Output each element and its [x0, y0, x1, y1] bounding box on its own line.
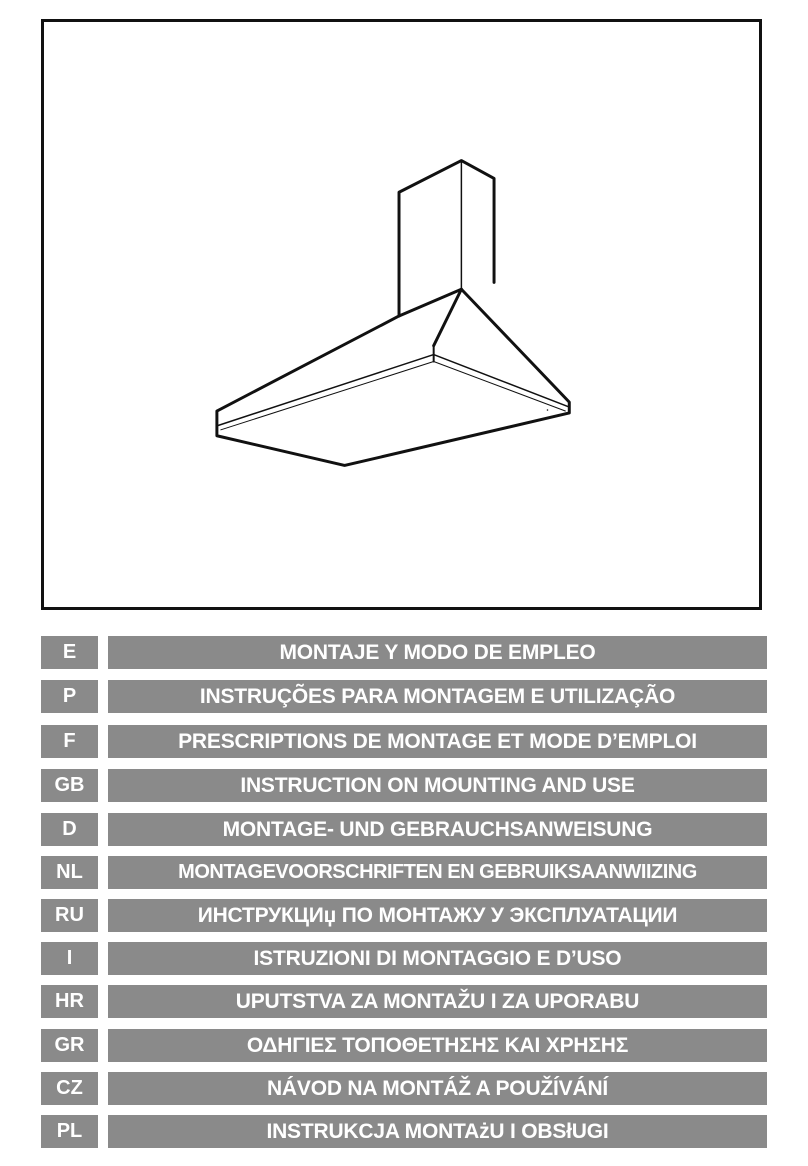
language-code: E	[41, 636, 98, 669]
language-title: ΟΔΗΓΙΕΣ ΤΟΠΟΘΕΤΗΣΗΣ ΚΑΙ ΧΡΗΣΗΣ	[108, 1029, 767, 1062]
language-title: MONTAGEVOORSCHRIFTEN EN GEBRUIKSAANWIIZING	[108, 856, 767, 889]
language-title: INSTRUÇÕES PARA MONTAGEM E UTILIZAÇÃO	[108, 680, 767, 713]
language-title: ISTRUZIONI DI MONTAGGIO E D’USO	[108, 942, 767, 975]
language-code: HR	[41, 985, 98, 1018]
language-title: INSTRUKCJA MONTAżU I OBSłUGI	[108, 1115, 767, 1148]
language-title: MONTAJE Y MODO DE EMPLEO	[108, 636, 767, 669]
language-title: UPUTSTVA ZA MONTAŽU I ZA UPORABU	[108, 985, 767, 1018]
language-code: D	[41, 813, 98, 846]
language-title: PRESCRIPTIONS DE MONTAGE ET MODE D’EMPLOI	[108, 725, 767, 758]
language-code: F	[41, 725, 98, 758]
language-code: CZ	[41, 1072, 98, 1105]
language-row-pl	[41, 1115, 767, 1148]
language-code: NL	[41, 856, 98, 889]
language-row-e	[41, 636, 767, 669]
language-code: P	[41, 680, 98, 713]
language-row-hr	[41, 985, 767, 1018]
language-row-p	[41, 680, 767, 713]
language-code: I	[41, 942, 98, 975]
language-row-gb	[41, 769, 767, 802]
language-row-nl	[41, 856, 767, 889]
language-title: ИНСТРУКЦИџ ПО МОНТАЖУ У ЭКСПЛУАТАЦИИ	[108, 899, 767, 932]
chimney-range-hood-icon	[44, 22, 759, 607]
language-code: RU	[41, 899, 98, 932]
illustration-frame	[41, 19, 762, 610]
language-row-i	[41, 942, 767, 975]
language-row-gr	[41, 1029, 767, 1062]
language-row-ru	[41, 899, 767, 932]
language-code: GR	[41, 1029, 98, 1062]
language-title: NÁVOD NA MONTÁŽ A POUŽÍVÁNÍ	[108, 1072, 767, 1105]
language-code: PL	[41, 1115, 98, 1148]
language-row-f	[41, 725, 767, 758]
language-row-cz	[41, 1072, 767, 1105]
language-title: MONTAGE- UND GEBRAUCHSANWEISUNG	[108, 813, 767, 846]
language-code: GB	[41, 769, 98, 802]
language-row-d	[41, 813, 767, 846]
language-title: INSTRUCTION ON MOUNTING AND USE	[108, 769, 767, 802]
